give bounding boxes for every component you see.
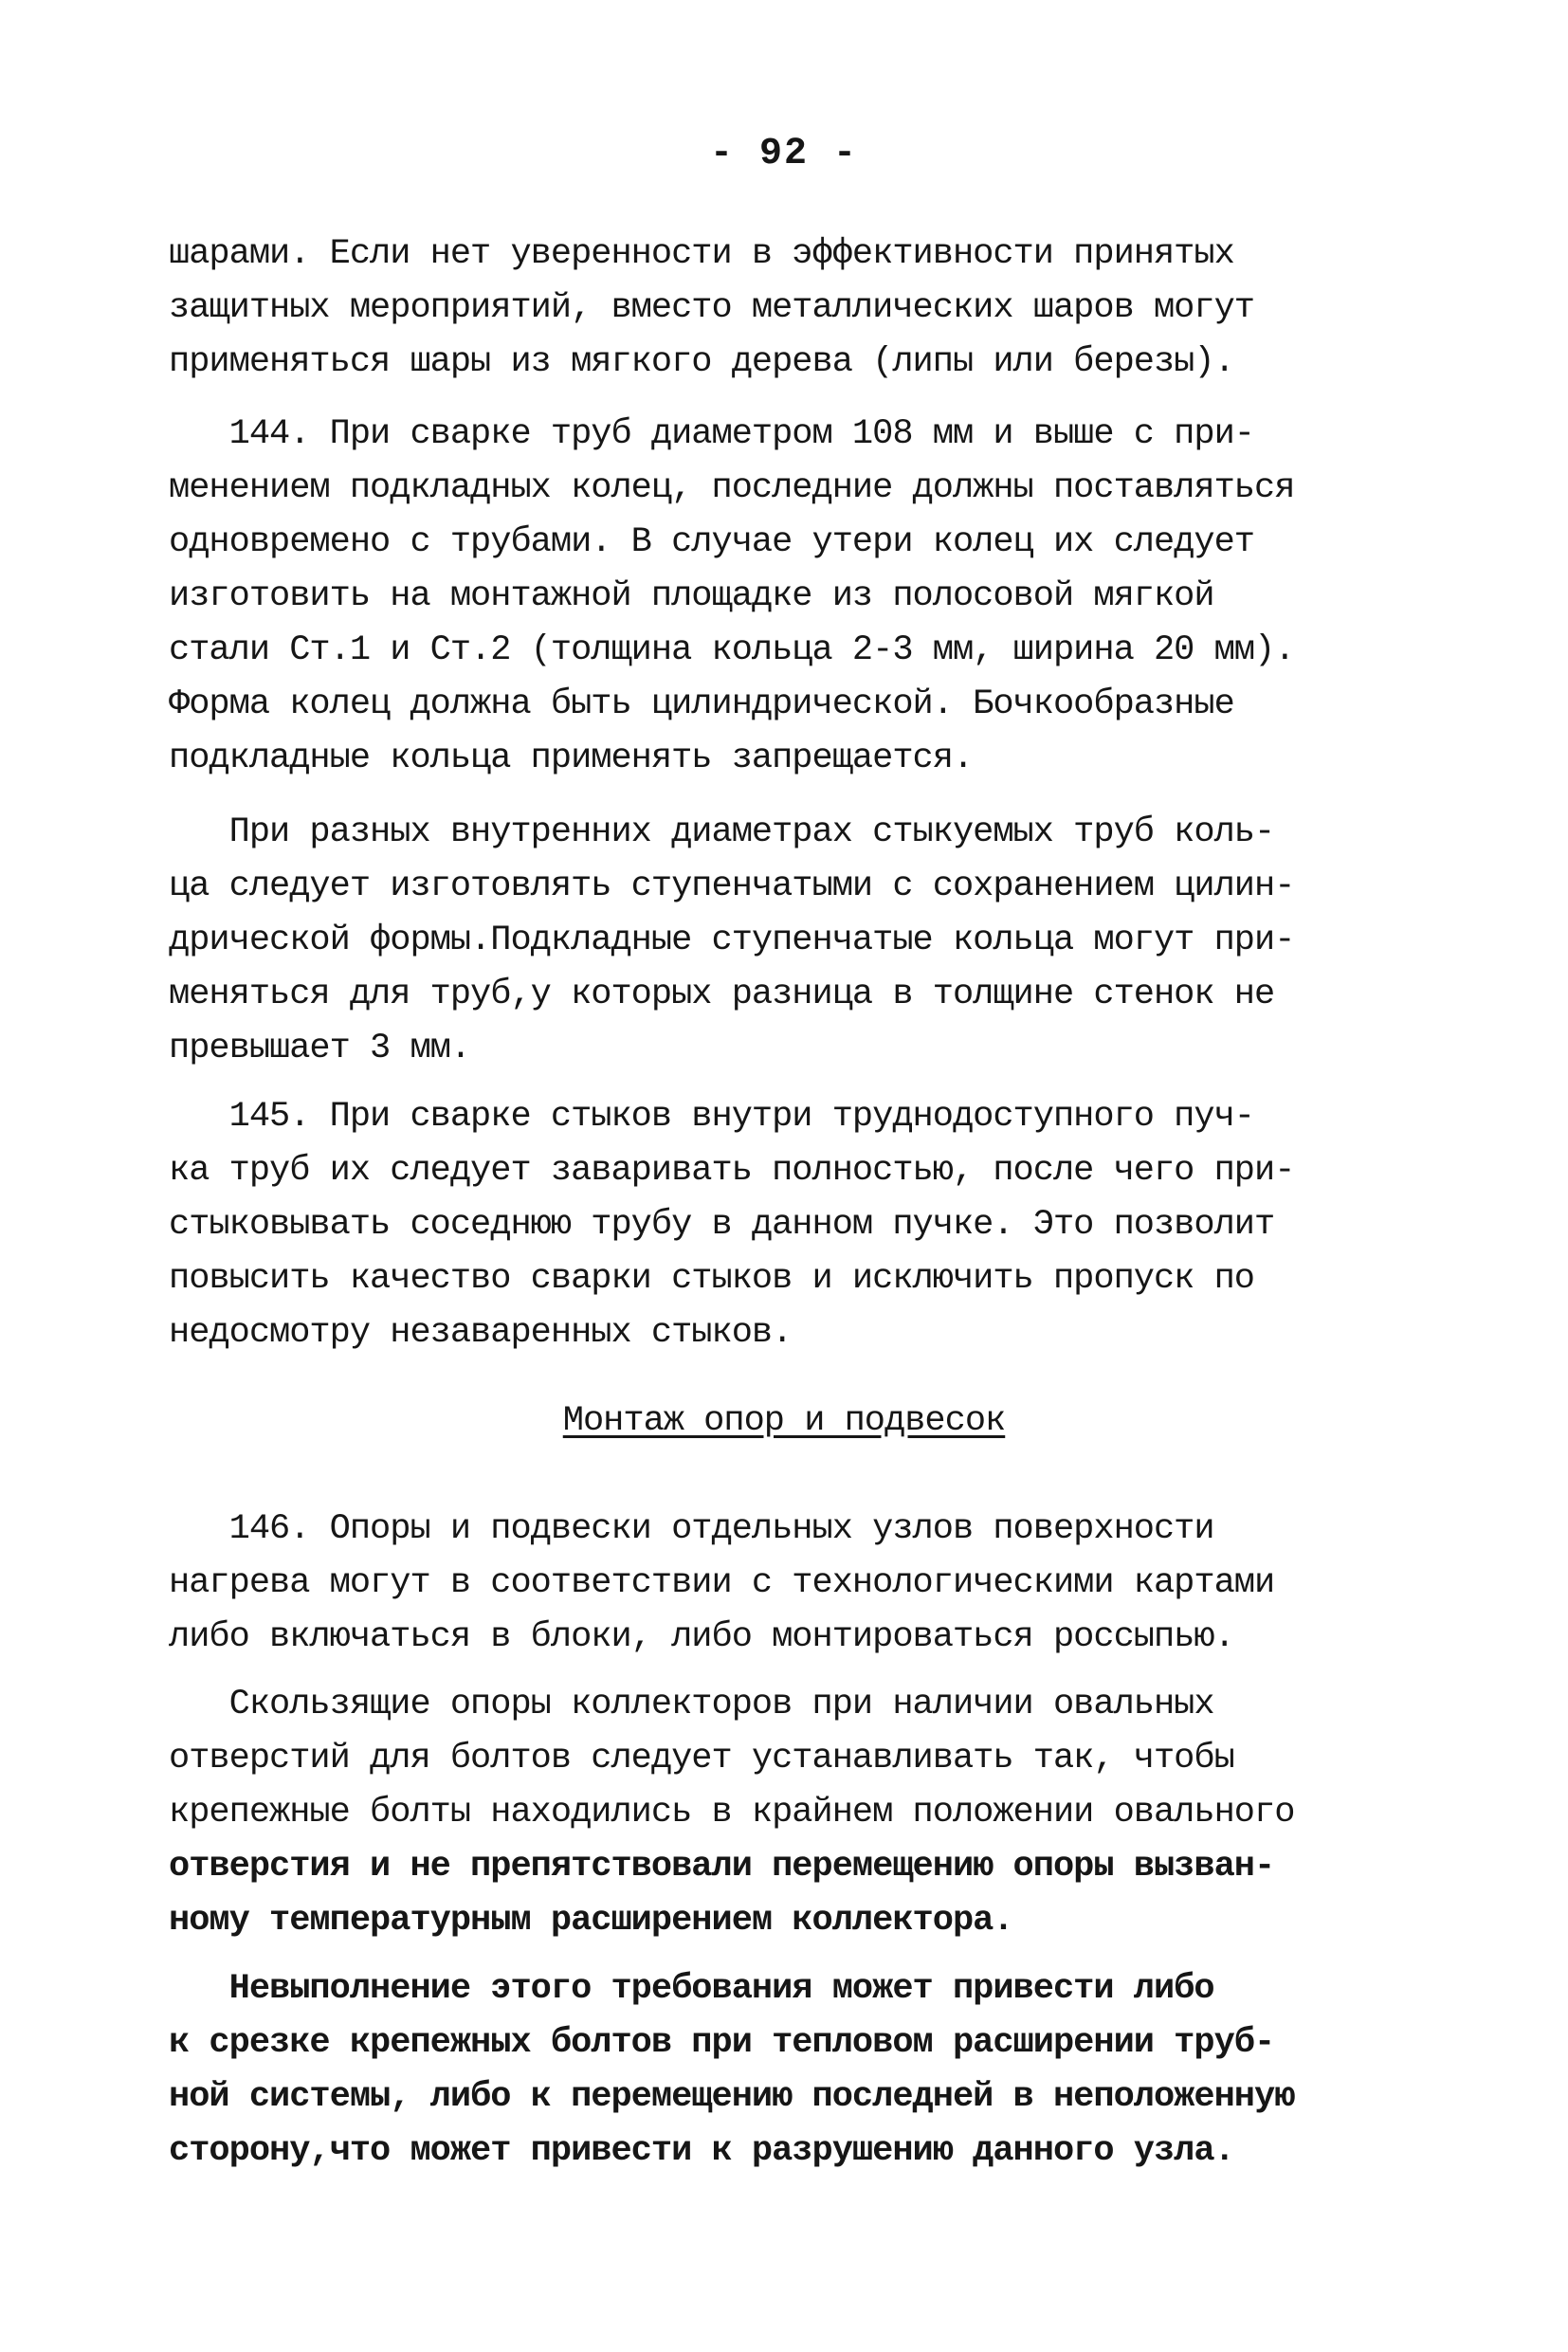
text-line: 145. При сварке стыков внутри труднодоступного пуч- — [169, 1097, 1254, 1137]
page-number: - 92 - — [709, 133, 859, 175]
section-heading — [0, 1401, 1568, 1441]
text-line: крепежные болты находились в крайнем положении овального — [169, 1793, 1295, 1832]
text-line: повысить качество сварки стыков и исключить пропуск по — [169, 1259, 1254, 1299]
text-line: ному температурным расширением коллектора. — [169, 1901, 1013, 1941]
paragraph-146 — [169, 1503, 1274, 1665]
text-line: защитных мероприятий, вместо металлических шаров могут — [169, 288, 1254, 328]
paragraph-stepped-rings — [169, 806, 1294, 1076]
text-line: ца следует изготовлять ступенчатыми с сохранением цилин- — [169, 866, 1295, 906]
paragraph-continuation — [169, 228, 1254, 390]
text-line: дрической формы.Подкладные ступенчатые кольца могут при- — [169, 921, 1295, 960]
text-line: либо включаться в блоки, либо монтироваться россыпью. — [169, 1617, 1234, 1657]
text-line: изготовить на монтажной площадке из полосовой мягкой — [169, 576, 1214, 616]
text-line: стыковывать соседнюю трубу в данном пучке. Это позволит — [169, 1205, 1275, 1245]
paragraph-sliding-supports — [169, 1678, 1294, 1948]
text-line: подкладные кольца применять запрещается. — [169, 738, 974, 778]
text-line: недосмотру незаваренных стыков. — [169, 1313, 793, 1353]
paragraph-144 — [169, 408, 1294, 786]
text-line: Скользящие опоры коллекторов при наличии овальных — [169, 1685, 1214, 1724]
text-line: шарами. Если нет уверенности в эффективности принятых — [169, 234, 1234, 274]
text-line: 146. Опоры и подвески отдельных узлов поверхности — [169, 1509, 1214, 1549]
text-line: одновремено с трубами. В случае утери колец их следует — [169, 522, 1254, 562]
text-line: к срезке крепежных болтов при тепловом расширении труб- — [169, 2023, 1275, 2063]
text-line: меняться для труб,у которых разница в толщине стенок не — [169, 975, 1275, 1014]
text-line: Невыполнение этого требования может привести либо — [169, 1969, 1214, 2009]
text-line: стали Ст.1 и Ст.2 (толщина кольца 2-3 мм, ширина 20 мм). — [169, 630, 1295, 670]
text-line: ка труб их следует заваривать полностью, после чего при- — [169, 1151, 1295, 1191]
text-line: нагрева могут в соответствии с технологическими картами — [169, 1563, 1275, 1603]
text-line: При разных внутренних диаметрах стыкуемых труб коль- — [169, 812, 1275, 852]
section-heading-text: Монтаж опор и подвесок — [562, 1401, 1006, 1441]
text-line: Форма колец должна быть цилиндрической. Бочкообразные — [169, 684, 1234, 724]
text-line: сторону,что может привести к разрушению данного узла. — [169, 2131, 1234, 2171]
text-line: отверстий для болтов следует устанавливать так, чтобы — [169, 1739, 1234, 1778]
text-line: отверстия и не препятствовали перемещению опоры вызван- — [169, 1847, 1275, 1887]
text-line: ной системы, либо к перемещению последней в неположенную — [169, 2077, 1295, 2117]
text-line: 144. При сварке труб диаметром 108 мм и выше с при- — [169, 414, 1254, 454]
text-line: превышает 3 мм. — [169, 1029, 471, 1068]
text-line: применяться шары из мягкого дерева (липы или березы). — [169, 342, 1234, 382]
paragraph-non-compliance — [169, 1962, 1294, 2179]
text-line: менением подкладных колец, последние должны поставляться — [169, 468, 1295, 508]
paragraph-145 — [169, 1090, 1294, 1360]
